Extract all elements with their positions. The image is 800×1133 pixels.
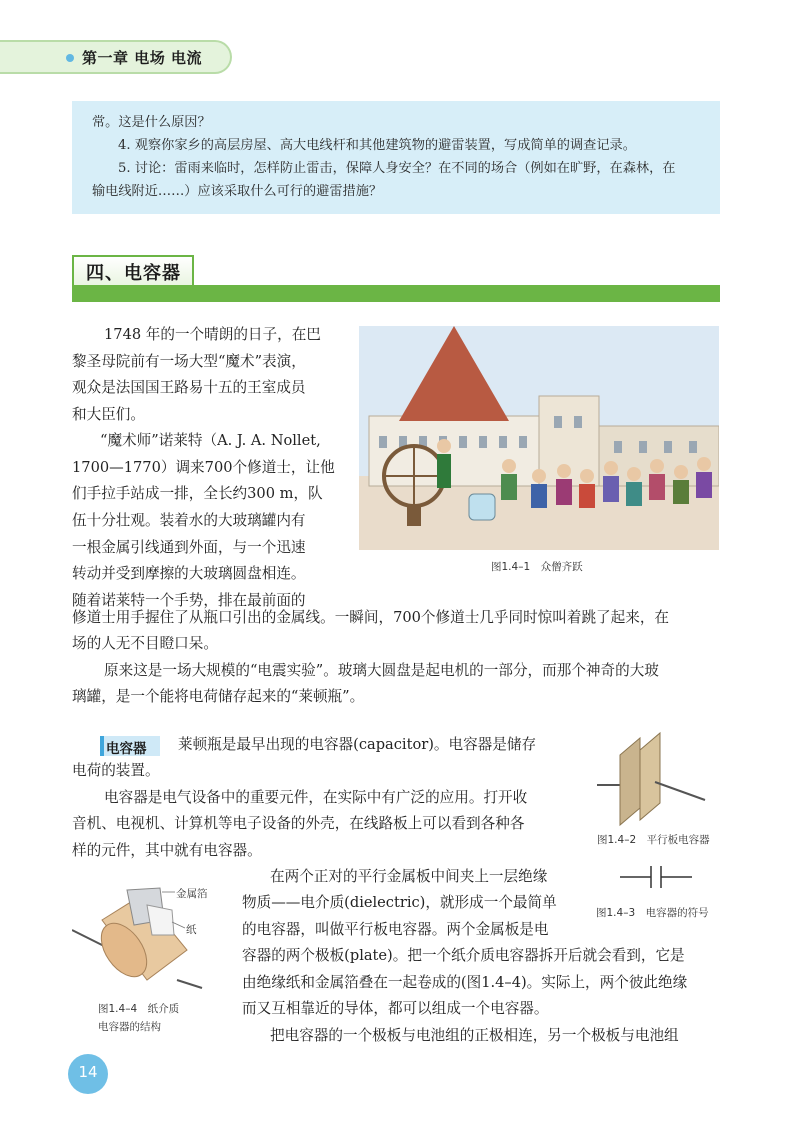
capacitor-line: 电荷的装置。 xyxy=(72,762,160,779)
intro-line: 1748 年的一个晴朗的日子，在巴 xyxy=(104,326,321,343)
page-number: 14 xyxy=(78,1063,98,1081)
capacitor-line: 把电容器的一个极板与电池组的正极相连，另一个极板与电池组 xyxy=(270,1027,679,1044)
paper-capacitor-figure xyxy=(72,880,232,990)
section-title: 四、电容器 xyxy=(86,263,181,284)
capacitor-line: 电容器是电气设备中的重要元件，在实际中有广泛的应用。打开收 xyxy=(104,789,528,806)
intro-line: 1700—1770）调来700个修道士，让他 xyxy=(72,459,335,476)
capacitor-line: 物质——电介质(dielectric)，就形成一个最简单 xyxy=(242,894,557,911)
intro-line: 原来这是一场大规模的“电震实验”。玻璃大圆盘是起电机的一部分，而那个神奇的大玻 xyxy=(104,662,659,679)
intro-line: 璃罐，是一个能将电荷储存起来的“莱顿瓶”。 xyxy=(72,688,365,705)
figure-caption-1: 图1.4–1 众僧齐跃 xyxy=(491,561,583,573)
capacitor-line: 样的元件，其中就有电容器。 xyxy=(72,842,262,859)
capacitor-line: 音机、电视机、计算机等电子设备的外壳，在线路板上可以看到各种各 xyxy=(72,815,525,832)
monks-illustration xyxy=(359,326,719,550)
section-bar xyxy=(72,285,720,302)
capacitor-line: 莱顿瓶是最早出现的电容器(capacitor)。电容器是储存 xyxy=(178,736,537,753)
capacitor-line: 而又互相靠近的导体，都可以组成一个电容器。 xyxy=(242,1000,549,1017)
figure-caption-4: 图1.4–4 纸介质 xyxy=(98,1003,180,1015)
chapter-dot-icon xyxy=(66,54,74,62)
term-capacitor: 电容器 xyxy=(106,741,147,757)
intro-line: 随着诺莱特一个手势，排在最前面的 xyxy=(72,592,306,609)
chapter-title: 第一章 电场 电流 xyxy=(82,49,202,67)
intro-line: 一根金属引线通到外面，与一个迅速 xyxy=(72,539,306,556)
exercise-line: 5. 讨论：雷雨来临时，怎样防止雷击，保障人身安全？在不同的场合（例如在旷野，在森林，在 xyxy=(118,161,676,176)
figure-caption-4b: 电容器的结构 xyxy=(98,1021,161,1033)
capacitor-line: 容器的两个极板(plate)。把一个纸介质电容器拆开后就会看到，它是 xyxy=(242,947,685,964)
capacitor-line: 由绝缘纸和金属箔叠在一起卷成的(图1.4–4)。实际上，两个彼此绝缘 xyxy=(242,974,688,991)
intro-line: 场的人无不目瞪口呆。 xyxy=(72,635,218,652)
capacitor-line: 在两个正对的平行金属板中间夹上一层绝缘 xyxy=(270,868,548,885)
exercise-line: 4. 观察你家乡的高层房屋、高大电线杆和其他建筑物的避雷装置，写成简单的调查记录。 xyxy=(118,138,636,153)
intro-line: 们手拉手站成一排，全长约300 m，队 xyxy=(72,485,323,502)
label-paper: 纸 xyxy=(186,924,197,936)
exercise-line: 常。这是什么原因？ xyxy=(92,115,211,130)
intro-line: “魔术师”诺莱特（A. J. A. Nollet, xyxy=(100,432,321,449)
intro-line: 转动并受到摩擦的大玻璃圆盘相连。 xyxy=(72,565,306,582)
capacitor-symbol-figure xyxy=(620,864,692,890)
label-metal-foil: 金属箔 xyxy=(176,888,208,900)
intro-line: 伍十分壮观。装着水的大玻璃罐内有 xyxy=(72,512,306,529)
intro-line: 观众是法国国王路易十五的王室成员 xyxy=(72,379,306,396)
figure-caption-2: 图1.4–2 平行板电容器 xyxy=(597,834,710,846)
exercise-line: 输电线附近……）应该采取什么可行的避雷措施？ xyxy=(92,184,383,199)
intro-line: 和大臣们。 xyxy=(72,406,145,423)
parallel-plate-capacitor-figure xyxy=(595,730,710,830)
intro-line: 黎圣母院前有一场大型“魔术”表演， xyxy=(72,353,306,370)
intro-line: 修道士用手握住了从瓶口引出的金属线。一瞬间，700个修道士几乎同时惊叫着跳了起来，在 xyxy=(72,609,670,626)
figure-caption-3: 图1.4–3 电容器的符号 xyxy=(596,907,709,919)
capacitor-line: 的电容器，叫做平行板电容器。两个金属板是电 xyxy=(242,921,549,938)
